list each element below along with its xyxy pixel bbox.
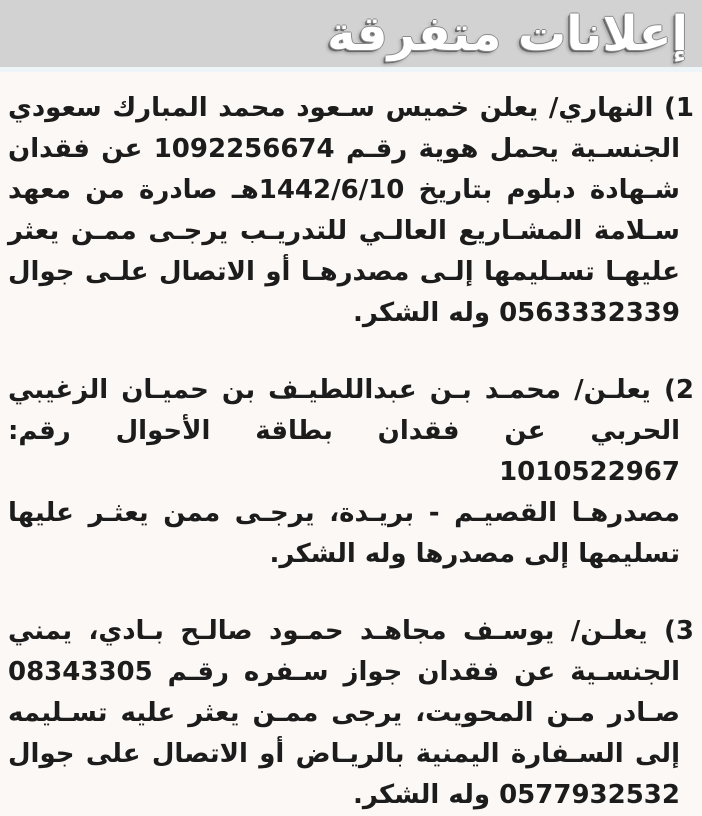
ad-line: 1) النهاري/ يعلن خميس سـعود محمد المبارك سعودي bbox=[8, 93, 694, 123]
ad-line: مصدرهـا القصيـم - بريـدة، يرجـى ممن يعثـر عليها bbox=[8, 498, 680, 528]
phone-or-id-number: 1 bbox=[675, 93, 694, 123]
ad-line: الجنسـية يحمل هوية رقـم 1092256674 عن فقدان bbox=[8, 134, 680, 164]
ad-line: 0563332339 وله الشكر. bbox=[352, 298, 680, 328]
ad-line: الحربي عن فقدان بطاقة الأحوال رقم: 1010522967 bbox=[8, 416, 680, 487]
phone-or-id-number: 0563332339 bbox=[499, 298, 680, 328]
ad-line: إلى السـفارة اليمنية بالريـاض أو الاتصال على جوال bbox=[8, 739, 680, 769]
phone-or-id-number: 1442/6/10 bbox=[258, 175, 405, 205]
ad-line: شـهادة دبلوم بتاريخ 1442/6/10هـ صادرة من معهد bbox=[8, 175, 680, 205]
phone-or-id-number: 3 bbox=[675, 616, 694, 646]
phone-or-id-number: 0577932532 bbox=[499, 780, 680, 810]
section-title: إعلانات متفرقة bbox=[327, 6, 688, 62]
section-header bbox=[0, 0, 702, 72]
phone-or-id-number: 1092256674 bbox=[153, 134, 335, 164]
ad-line: الجنسـية عن فقدان جواز سـفره رقـم 08343305 bbox=[8, 657, 680, 687]
ads-body bbox=[0, 72, 702, 816]
ad-line: تسليمها إلى مصدرها وله الشكر. bbox=[269, 539, 680, 569]
ad-2 bbox=[8, 370, 694, 575]
ad-line: صـادر مـن المحويت، يرجى ممـن يعثر عليه تسـليمه bbox=[8, 698, 680, 728]
phone-or-id-number: 1010522967 bbox=[499, 457, 680, 487]
phone-or-id-number: 08343305 bbox=[8, 657, 153, 687]
ad-line: 3) يعلـن/ يوسـف مجاهـد حمـود صالـح بـادي، يمني bbox=[8, 616, 694, 646]
ad-line: 2) يعلـن/ محمـد بـن عبداللطيـف بن حميـان الزغيبي bbox=[8, 375, 694, 405]
ad-3 bbox=[8, 611, 694, 816]
ad-line: 0577932532 وله الشكر. bbox=[352, 780, 680, 810]
phone-or-id-number: 2 bbox=[675, 375, 694, 405]
ad-line: سـلامة المشـاريع العالـي للتدريـب يرجـى ممـن يعثر bbox=[8, 216, 680, 246]
ad-line: عليهـا تسـليمها إلـى مصدرهـا أو الاتصال علـى جوال bbox=[8, 257, 680, 287]
ad-1 bbox=[8, 88, 694, 334]
